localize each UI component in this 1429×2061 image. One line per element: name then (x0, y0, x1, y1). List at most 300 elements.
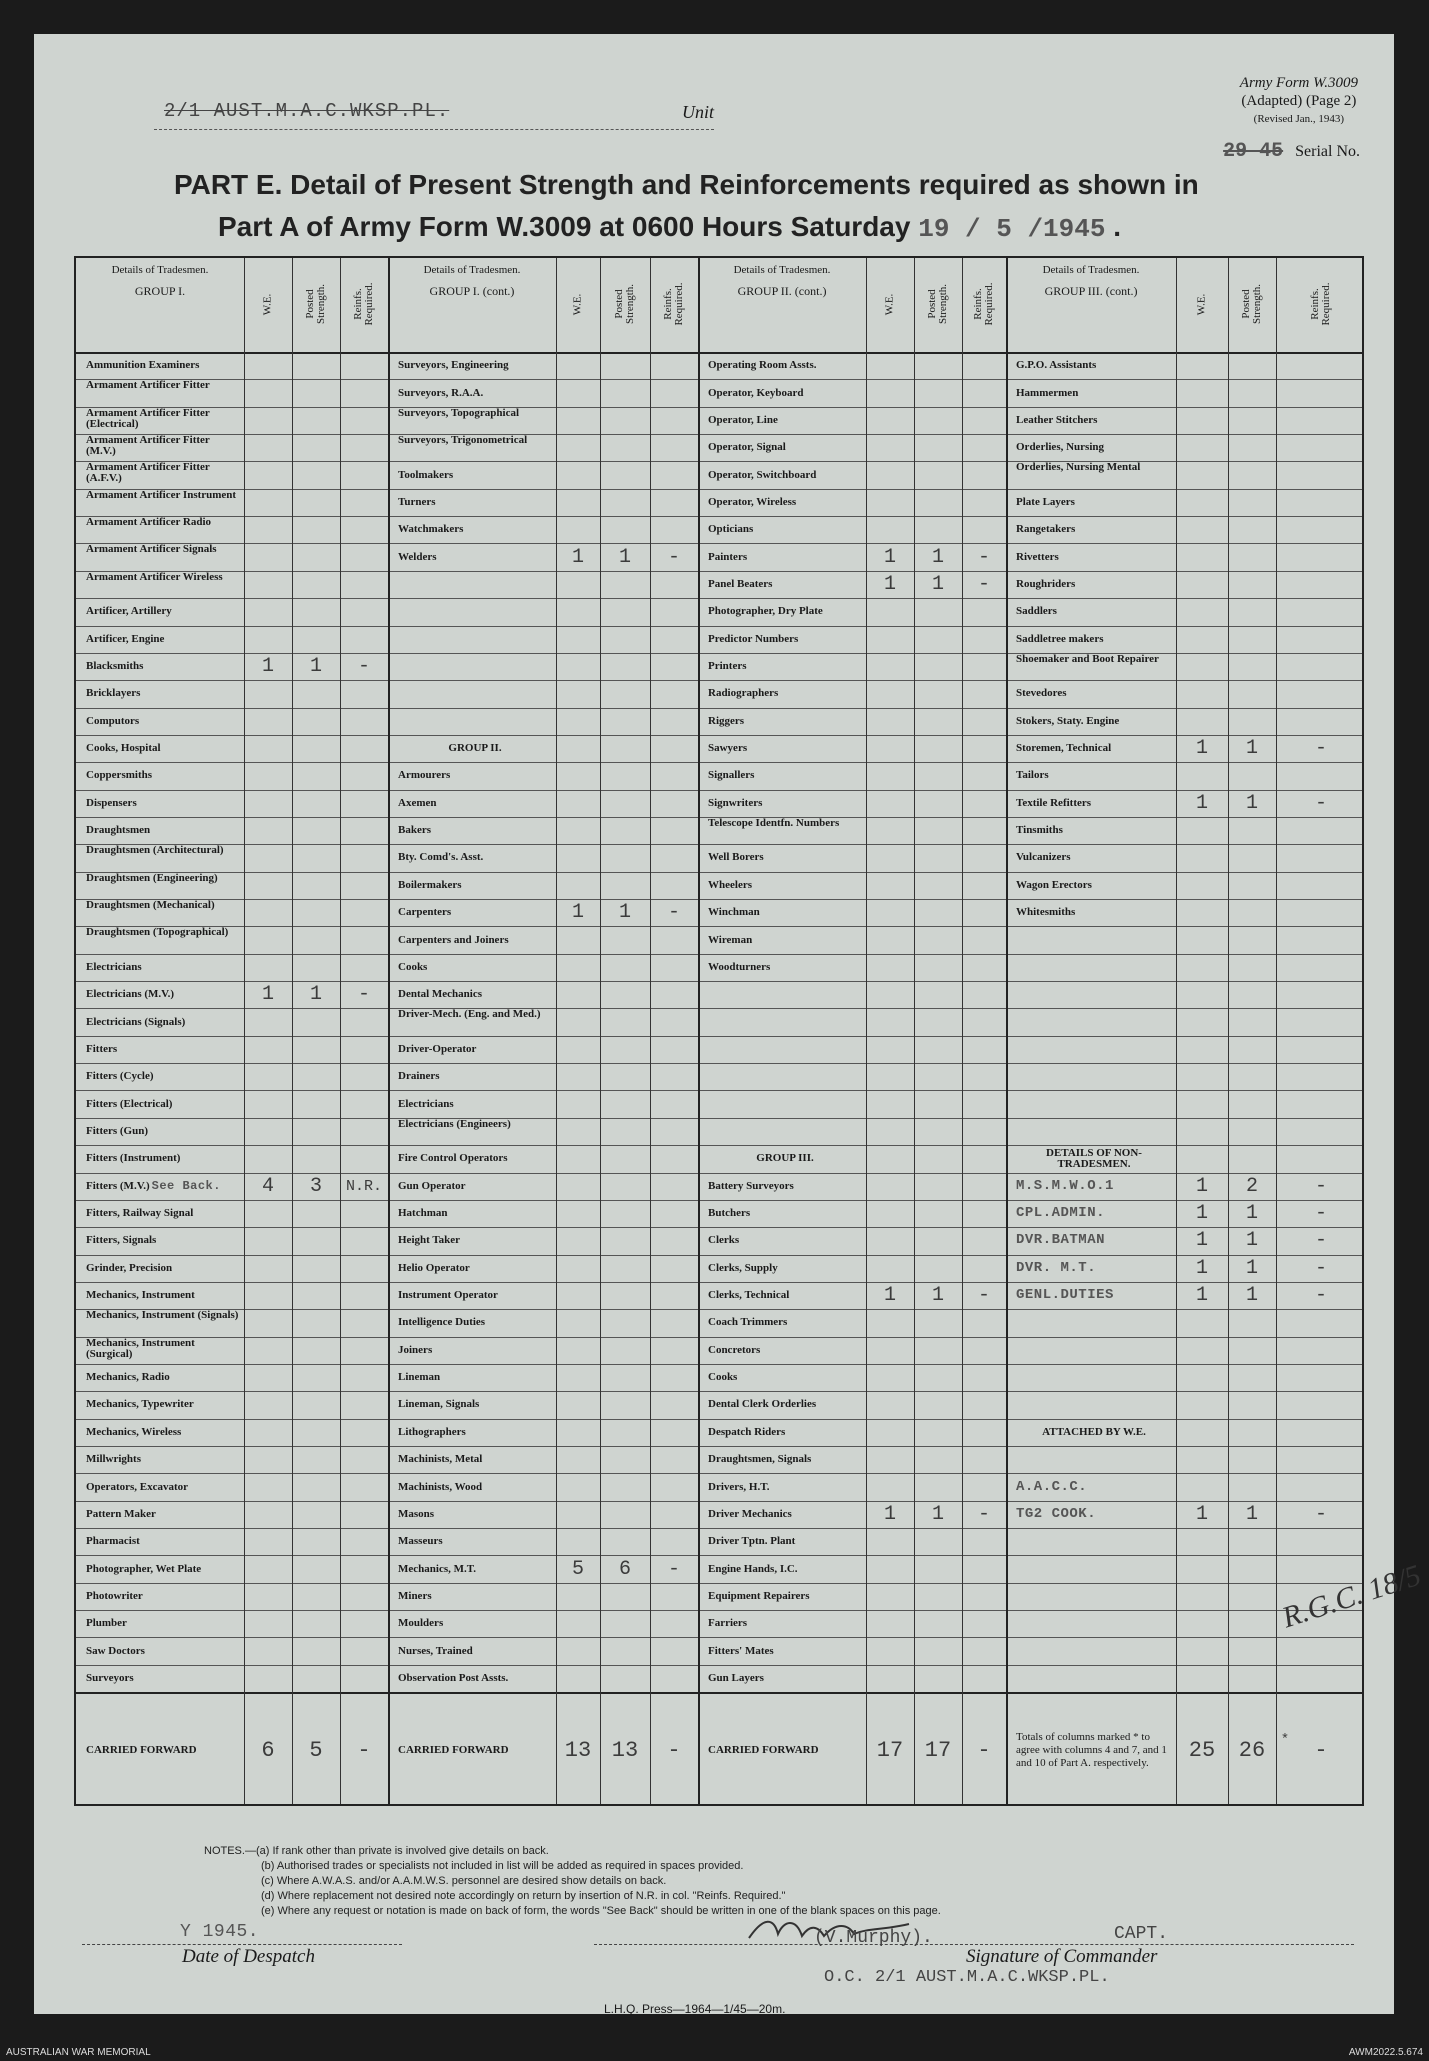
trade-name (1016, 1090, 1172, 1117)
group-heading: DETAILS OF NON-TRADESMEN. (1046, 1146, 1142, 1170)
trade-name: Masseurs (398, 1535, 443, 1548)
header-we-label: W.E. (261, 293, 274, 315)
trade-name: Surveyors, Topographical (398, 406, 520, 419)
value-reinfs: - (1314, 1174, 1327, 1198)
trade-name: Fitters, Railway Signal (86, 1207, 194, 1220)
trade-name: Draughtsmen (Architectural) (86, 844, 224, 857)
total-posted: 5 (309, 1737, 323, 1763)
unit-label: Unit (681, 102, 714, 122)
trade-name: Mechanics, Typewriter (86, 1398, 194, 1411)
trade-name: Gun Operator (398, 1179, 466, 1192)
trade-name: Carpenters (398, 906, 452, 919)
header-reinfs-label: Reinfs. Required. (662, 282, 685, 326)
value-posted: 1 (309, 655, 322, 679)
trade-name: Bricklayers (86, 687, 141, 700)
trade-name: Driver-Mech. (Eng. and Med.) (398, 1008, 541, 1021)
trade-name (1016, 1364, 1172, 1391)
trade-name: Cooks (398, 960, 428, 973)
trade-name (1016, 1665, 1172, 1692)
header-we-label: W.E. (571, 293, 584, 315)
trade-name: Intelligence Duties (398, 1316, 486, 1329)
trade-name: Operator, Signal (708, 441, 786, 454)
trade-name: Radiographers (708, 687, 779, 700)
trade-name: Carpenters and Joiners (398, 933, 509, 946)
trade-name: Clerks (708, 1234, 740, 1247)
trade-name: Plumber (86, 1617, 127, 1630)
trade-name: Surveyors (86, 1671, 134, 1684)
trade-name: Saddletree makers (1016, 632, 1104, 645)
header-group-label: GROUP I. (134, 284, 186, 298)
trade-name: Turners (398, 495, 436, 508)
trade-name: Armament Artificer Fitter (A.F.V.) (86, 461, 210, 485)
column-divider (388, 258, 390, 1804)
column-divider (866, 258, 867, 1804)
trade-name: Tinsmiths (1016, 824, 1063, 837)
see-back-note: See Back. (151, 1178, 221, 1193)
trade-name: Engine Hands, I.C. (708, 1562, 798, 1575)
value-posted: 1 (618, 545, 631, 569)
trade-name: Bty. Comd's. Asst. (398, 851, 484, 864)
trade-name: Draughtsmen (86, 824, 151, 837)
trade-name (1016, 1391, 1172, 1418)
trade-name (1016, 1309, 1172, 1336)
value-we: 1 (571, 901, 584, 925)
trade-name: Artificer, Artillery (86, 605, 172, 618)
value-posted: 1 (1245, 1229, 1258, 1253)
trade-name (1016, 926, 1172, 953)
trade-name: Miners (398, 1589, 432, 1602)
trade-name (1016, 1063, 1172, 1090)
trade-name: Operators, Excavator (86, 1480, 189, 1493)
trade-name (708, 1090, 862, 1117)
trade-name: Plate Layers (1016, 495, 1075, 508)
trade-name: Draughtsmen (Mechanical) (86, 899, 215, 911)
note-d: (d) Where replacement not desired note accordingly on return by insertion of N.R. in col. "Reinfs. Required." (261, 1890, 786, 1902)
total-we: 25 (1188, 1737, 1216, 1763)
trade-name: Mechanics, M.T. (398, 1562, 477, 1575)
trade-name: Millwrights (86, 1453, 141, 1466)
trade-name: Watchmakers (398, 523, 464, 536)
value-we: 1 (883, 1284, 896, 1308)
header-posted-label: Posted Strength. (1240, 283, 1263, 325)
army-form-id (1240, 74, 1358, 128)
trade-name: Ammunition Examiners (86, 359, 200, 372)
trade-name: Moulders (398, 1617, 444, 1630)
total-reinfs: - (667, 1737, 681, 1763)
value-we: 1 (883, 545, 896, 569)
trade-name (1016, 1555, 1172, 1582)
trade-name: Photowriter (86, 1589, 143, 1602)
column-divider (1228, 258, 1229, 1804)
totals-label: CARRIED FORWARD (398, 1743, 509, 1756)
value-posted: 2 (1245, 1174, 1258, 1198)
trade-name: Operator, Keyboard (708, 386, 804, 399)
column-divider (962, 258, 963, 1804)
trade-name: Orderlies, Nursing (1016, 441, 1104, 454)
trade-name: Wireman (708, 933, 753, 946)
trade-name (1016, 1528, 1172, 1555)
trade-name (398, 680, 552, 707)
trade-name (1016, 1446, 1172, 1473)
unit-typed: 2/1 AUST.M.A.C.WKSP.PL. (164, 100, 450, 122)
column-header-reinfs (962, 264, 1006, 344)
column-divider (1176, 258, 1177, 1804)
value-we: 1 (883, 572, 896, 596)
note-a: NOTES.—(a) If rank other than private is involved give details on back. (204, 1845, 549, 1857)
trade-name (1016, 1118, 1172, 1145)
trade-name: Hammermen (1016, 386, 1079, 399)
value-we: 4 (261, 1174, 274, 1198)
trade-name: Surveyors, Engineering (398, 359, 509, 372)
column-divider (1276, 258, 1277, 1804)
trade-name: Operating Room Assts. (708, 359, 817, 372)
trade-name: Cooks (708, 1371, 738, 1384)
trade-name: Drivers, H.T. (708, 1480, 770, 1493)
trade-name: Fitters (Instrument) (86, 1152, 181, 1165)
typed-entry: DVR.BATMAN (1016, 1232, 1106, 1249)
trade-name: Farriers (708, 1617, 748, 1630)
group-heading: GROUP II. (448, 742, 502, 755)
trade-name: Shoemaker and Boot Repairer (1016, 652, 1159, 665)
value-posted: 1 (931, 1502, 944, 1526)
trade-name: Saddlers (1016, 605, 1057, 618)
value-reinfs: - (667, 901, 680, 925)
trade-name: Nurses, Trained (398, 1644, 473, 1657)
trade-name: Printers (708, 660, 747, 673)
trade-name: Armament Artificer Fitter (Electrical) (86, 406, 210, 430)
trade-name (1016, 1282, 1172, 1309)
value-we: 1 (1195, 1202, 1208, 1226)
value-reinfs: - (1314, 1502, 1327, 1526)
column-header-posted (292, 264, 340, 344)
strength-table (74, 256, 1364, 1806)
total-posted: 26 (1238, 1737, 1266, 1763)
trade-name (1016, 1173, 1172, 1200)
trade-name: G.P.O. Assistants (1016, 359, 1097, 372)
trade-name: Rangetakers (1016, 523, 1076, 536)
trade-name: Bakers (398, 824, 431, 837)
value-we: 1 (1195, 737, 1208, 761)
trade-name: Machinists, Metal (398, 1453, 483, 1466)
header-posted-label: Posted Strength. (613, 283, 636, 325)
trade-name: Stokers, Staty. Engine (1016, 714, 1120, 727)
trade-name: Armourers (398, 769, 451, 782)
trade-name: Lineman (398, 1371, 441, 1384)
trade-name (1016, 1473, 1172, 1500)
trade-name: Mechanics, Instrument (Surgical) (86, 1336, 195, 1360)
trade-name: Machinists, Wood (398, 1480, 483, 1493)
trade-name: Electricians (86, 960, 142, 973)
trade-name: Artificer, Engine (86, 632, 165, 645)
trade-name: Axemen (398, 796, 437, 809)
trade-name: Armament Artificer Instrument (86, 488, 237, 501)
commander-signature (594, 1914, 1354, 1994)
total-we: 6 (261, 1737, 275, 1763)
column-divider (698, 258, 700, 1804)
total-reinfs: - (977, 1737, 991, 1763)
trade-name: Driver Mechanics (708, 1507, 792, 1520)
trade-name: Equipment Repairers (708, 1589, 810, 1602)
trade-name: Observation Post Assts. (398, 1671, 509, 1684)
group-heading: GROUP III. (756, 1152, 814, 1165)
trade-name: Draughtsmen (Engineering) (86, 871, 218, 884)
column-divider (340, 258, 341, 1804)
typed-entry: A.A.C.C. (1016, 1478, 1088, 1495)
header-group-label: GROUP I. (cont.) (429, 284, 515, 298)
value-posted: 1 (1245, 1284, 1258, 1308)
totals-label: CARRIED FORWARD (86, 1743, 197, 1756)
totals-label: CARRIED FORWARD (708, 1743, 819, 1756)
trade-name: Saw Doctors (86, 1644, 145, 1657)
title-line-2 (174, 206, 1314, 250)
trade-name: Rivetters (1016, 550, 1059, 563)
trade-name: Operator, Switchboard (708, 468, 817, 481)
column-header-posted (600, 264, 650, 344)
note-b: (b) Authorised trades or specialists not included in list will be added as required in spaces provided. (261, 1860, 744, 1872)
value-we: 1 (571, 545, 584, 569)
trade-name: Surveyors, Trigonometrical (398, 434, 528, 447)
trade-name (398, 598, 552, 625)
trade-name: Woodturners (708, 960, 771, 973)
trade-name: Pharmacist (86, 1535, 140, 1548)
trade-name: Draughtsmen, Signals (708, 1453, 812, 1466)
value-we: 1 (261, 655, 274, 679)
serial-label: Serial No. (1295, 143, 1360, 160)
trade-name (1016, 1255, 1172, 1282)
trade-name: Fitters, Signals (86, 1234, 157, 1247)
trade-name: Wagon Erectors (1016, 878, 1092, 891)
trade-name: Fire Control Operators (398, 1152, 508, 1165)
trade-name: Dental Mechanics (398, 988, 483, 1001)
header-posted-label: Posted Strength. (926, 283, 949, 325)
trade-name (708, 1036, 862, 1063)
trade-name: Grinder, Precision (86, 1261, 173, 1274)
total-we: 17 (876, 1737, 904, 1763)
column-header-we (556, 264, 600, 344)
handwritten-initials: R.G.C. 18/5 (1278, 1558, 1425, 1635)
value-we: 1 (1195, 1284, 1208, 1308)
title-end: . (1113, 211, 1122, 242)
header-posted-label: Posted Strength. (304, 283, 327, 325)
value-reinfs: - (977, 572, 990, 596)
trade-name (398, 626, 552, 653)
trade-name (708, 1063, 862, 1090)
trade-name (708, 981, 862, 1008)
value-posted: 1 (618, 901, 631, 925)
trade-name: Coppersmiths (86, 769, 153, 782)
despatch-date-typed: Y 1945. (180, 1922, 260, 1942)
trade-name: Fitters' Mates (708, 1644, 774, 1657)
value-we: 1 (883, 1502, 896, 1526)
trade-name: Lineman, Signals (398, 1398, 480, 1411)
value-we: 5 (571, 1557, 584, 1581)
trade-name: Storemen, Technical (1016, 742, 1112, 755)
trade-name: Butchers (708, 1207, 751, 1220)
watermark-right: AWM2022.5.674 (1348, 2047, 1423, 2058)
column-header-reinfs (1276, 264, 1366, 344)
typed-entry: M.S.M.W.O.1 (1016, 1177, 1114, 1194)
value-reinfs: - (977, 1502, 990, 1526)
trade-name (1016, 1501, 1172, 1528)
trade-name: Clerks, Technical (708, 1289, 790, 1302)
value-we: 1 (1195, 1256, 1208, 1280)
title-date: 19 / 5 /1945 (918, 214, 1106, 244)
value-posted: 1 (1245, 1256, 1258, 1280)
trade-name: Telescope Identfn. Numbers (708, 816, 840, 829)
trade-name: Welders (398, 550, 437, 563)
value-posted: 1 (931, 572, 944, 596)
trade-name: Wheelers (708, 878, 752, 891)
value-we: 1 (1195, 1174, 1208, 1198)
header-group-label: GROUP II. (cont.) (737, 284, 827, 298)
header-group-label: GROUP III. (cont.) (1044, 284, 1138, 298)
value-reinfs: - (1314, 1202, 1327, 1226)
total-posted: 17 (924, 1737, 952, 1763)
trade-name: Battery Surveyors (708, 1179, 794, 1192)
trade-name: Driver Tptn. Plant (708, 1535, 796, 1548)
trade-name: Coach Trimmers (708, 1316, 788, 1329)
trade-name (398, 653, 552, 680)
trade-name: Dental Clerk Orderlies (708, 1398, 817, 1411)
column-header-posted (1228, 264, 1276, 344)
trade-name: Lithographers (398, 1425, 466, 1438)
header-reinfs-label: Reinfs. Required. (352, 282, 375, 326)
value-posted: 1 (1245, 791, 1258, 815)
column-header-details (698, 264, 866, 298)
value-reinfs: - (1314, 1284, 1327, 1308)
trade-name: Toolmakers (398, 468, 454, 481)
trade-name: Gun Layers (708, 1671, 764, 1684)
trade-name: Fitters (Gun) (86, 1124, 149, 1137)
trade-name (1016, 1036, 1172, 1063)
value-posted: 6 (618, 1557, 631, 1581)
trade-name (708, 1008, 862, 1035)
form-title (174, 164, 1314, 250)
trade-name (398, 708, 552, 735)
trade-name: Height Taker (398, 1234, 461, 1247)
value-posted: 1 (309, 983, 322, 1007)
trade-name: Joiners (398, 1343, 433, 1356)
header-details-label: Details of Tradesmen. (111, 264, 209, 276)
column-divider (244, 258, 245, 1804)
group-heading: ATTACHED BY W.E. (1042, 1425, 1146, 1438)
value-we: 1 (1195, 1229, 1208, 1253)
trade-name: Armament Artificer Fitter (M.V.) (86, 434, 210, 458)
value-reinfs: - (1314, 737, 1327, 761)
note-c: (c) Where A.W.A.S. and/or A.A.M.W.S. personnel are desired show details on back. (261, 1875, 667, 1887)
column-header-reinfs (340, 264, 388, 344)
trade-name (1016, 1637, 1172, 1664)
army-form-revised: (Revised Jan., 1943) (1253, 113, 1345, 125)
column-header-we (244, 264, 292, 344)
trade-name: Draughtsmen (Topographical) (86, 926, 229, 939)
column-divider (914, 258, 915, 1804)
trade-name: Opticians (708, 523, 754, 536)
value-posted: 1 (931, 545, 944, 569)
trade-name: Driver-Operator (398, 1042, 477, 1055)
trade-name: Well Borers (708, 851, 764, 864)
trade-name: Boilermakers (398, 878, 462, 891)
commander-rank: CAPT. (1114, 1924, 1169, 1944)
column-header-details (76, 264, 244, 298)
trade-name: Riggers (708, 714, 745, 727)
total-star: * (1280, 1732, 1290, 1749)
unit-line (154, 100, 714, 130)
trade-name: Orderlies, Nursing Mental (1016, 461, 1141, 474)
trade-name: Tailors (1016, 769, 1049, 782)
totals-label: Totals of columns marked * to agree with columns 4 and 7, and 1 and 10 of Part A. respectively. (1016, 1730, 1167, 1769)
trade-name (1016, 1008, 1172, 1035)
trade-name: Electricians (M.V.) (86, 988, 175, 1001)
trade-name: Stevedores (1016, 687, 1067, 700)
trade-name (1016, 1337, 1172, 1364)
header-we-label: W.E. (883, 293, 896, 315)
press-imprint: L.H.Q. Press—1964—1/45—20m. (604, 2002, 786, 2016)
trade-name: Armament Artificer Fitter (86, 379, 210, 392)
trade-name: Blacksmiths (86, 660, 144, 673)
trade-name: Helio Operator (398, 1261, 470, 1274)
trade-name: Painters (708, 550, 748, 563)
trade-name: Drainers (398, 1070, 440, 1083)
trade-name: Cooks, Hospital (86, 742, 161, 755)
trade-name: Despatch Riders (708, 1425, 786, 1438)
trade-name (398, 571, 552, 598)
typed-entry: CPL.ADMIN. (1016, 1205, 1106, 1222)
signature-label: Signature of Commander (966, 1946, 1158, 1967)
trade-name: Concretors (708, 1343, 761, 1356)
total-reinfs: - (357, 1737, 371, 1763)
serial-number (1223, 140, 1360, 163)
value-reinfs: - (977, 1284, 990, 1308)
column-divider (1006, 258, 1008, 1804)
trade-name: Clerks, Supply (708, 1261, 778, 1274)
column-header-we (866, 264, 914, 344)
total-we: 13 (564, 1737, 592, 1763)
column-header-details (1006, 264, 1176, 298)
typed-entry: GENL.DUTIES (1016, 1287, 1114, 1304)
column-header-reinfs (650, 264, 698, 344)
trade-name (1016, 981, 1172, 1008)
header-details-label: Details of Tradesmen. (1042, 264, 1140, 276)
serial-value: 29 45 (1223, 140, 1284, 163)
trade-name: Textile Refitters (1016, 796, 1092, 809)
trade-name: Mechanics, Wireless (86, 1425, 182, 1438)
note-e: (e) Where any request or notation is made on back of form, the words "See Back" should be written in one of the blank spaces on this page. (261, 1905, 941, 1917)
trade-name (1016, 1610, 1172, 1637)
trade-name (1016, 1200, 1172, 1227)
header-details-label: Details of Tradesmen. (733, 264, 831, 276)
trade-name: Whitesmiths (1016, 906, 1076, 919)
trade-name: Winchman (708, 906, 760, 919)
typed-entry: DVR. M.T. (1016, 1259, 1097, 1276)
value-reinfs: - (977, 545, 990, 569)
trade-name: Fitters (Electrical) (86, 1097, 173, 1110)
typed-entry: TG2 COOK. (1016, 1505, 1097, 1522)
value-reinfs: - (667, 1557, 680, 1581)
value-posted: 1 (1245, 737, 1258, 761)
trade-name: Roughriders (1016, 577, 1076, 590)
date-label: Date of Despatch (182, 1946, 315, 1967)
column-header-details (388, 264, 556, 298)
column-header-posted (914, 264, 962, 344)
trade-name (1016, 954, 1172, 981)
title-line-2-text: Part A of Army Form W.3009 at 0600 Hours Saturday (218, 211, 911, 242)
total-posted: 13 (611, 1737, 639, 1763)
trade-name: Fitters (86, 1042, 118, 1055)
commander-name: (V.Murphy). (814, 1928, 933, 1948)
value-reinfs: - (1314, 1256, 1327, 1280)
notes (204, 1844, 941, 1919)
